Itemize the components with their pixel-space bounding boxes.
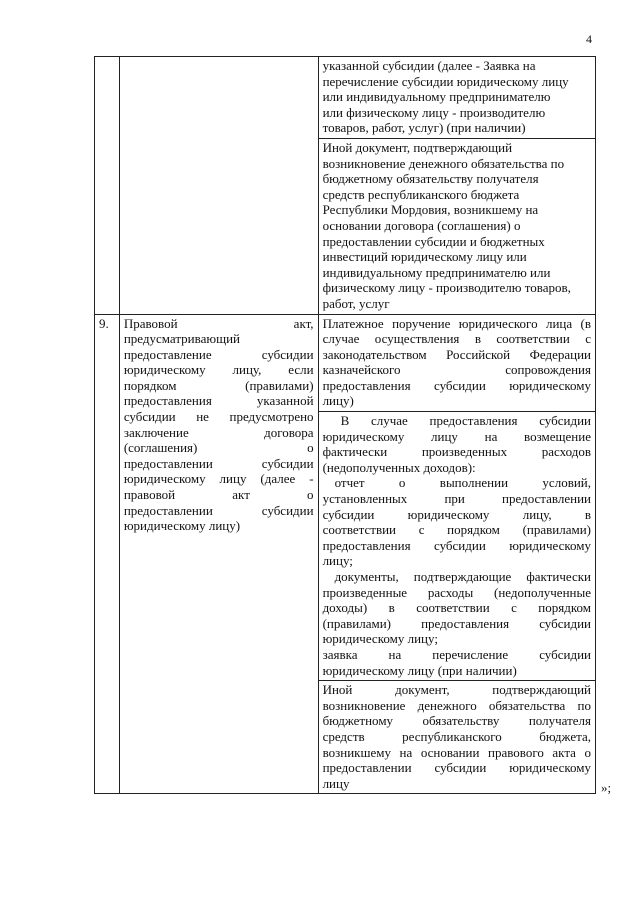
text-line: Иной документ, подтверждающий [322,682,591,698]
table-row-9 [95,314,596,412]
text-line: предоставление субсидии [123,346,314,362]
text-line: предоставления субсидии юридическому [322,537,591,553]
text-line: юридическому лицу, если [123,362,314,378]
text-line: индивидуальному предпринимателю или [322,264,551,280]
text-line: юридическому лицу) [123,518,241,534]
text-line: или физическому лицу - производителю [322,104,546,120]
text-line: лицу) [322,393,354,409]
text-line: правовой акт о [123,487,314,503]
text-line: Республики Мордовия, возникшему на [322,202,539,218]
doc-cell-request [318,57,595,139]
text-line: (недополученных доходов): [322,459,476,475]
text-line: средств республиканского бюджета, [322,728,591,744]
doc-cell-payment-order [318,314,595,412]
document-table [94,56,596,794]
text-line: предоставлении субсидии и бюджетных [322,233,545,249]
doc-cell-other-document [318,138,595,314]
text-line: товаров, работ, услуг) (при наличии) [322,120,526,136]
text-line: перечисление субсидии юридическому лицу [322,73,569,89]
text-line: случае осуществления в соответствии с [322,331,591,347]
text-line: (правилами) предоставления субсидии [322,615,591,631]
text-line: физическому лицу - производителю товаров, [322,280,571,296]
text-line: субсидии не предусмотрено [123,409,314,425]
text-line: фактически произведенных расходов [322,444,591,460]
text-line: юридическому лицу; [322,631,438,647]
text-line: В случае предоставления субсидии [340,413,591,429]
text-line: бюджетному обязательству получателя [322,713,591,729]
text-line: законодательством Российской Федерации [322,346,591,362]
number-cell-empty [95,57,120,315]
text-line: предоставлении субсидии юридическому [322,760,591,776]
text-line: соответствии с порядком (правилами) [322,522,591,538]
row-number-text: 9. [99,315,109,331]
doc-cell-reimbursement [318,412,595,681]
table-row-continued [95,57,596,139]
basis-cell-legal-act [119,314,318,794]
text-line: бюджетному обязательству получателя [322,171,539,187]
text-line: лицу; [322,553,353,569]
text-line: предусматривающий [123,331,241,347]
text-line: заключение договора [123,424,314,440]
text-line: Иной документ, подтверждающий [322,139,513,155]
text-line: инвестиций юридическому лицу или [322,249,527,265]
text-line: Правовой акт, [123,315,314,331]
text-line: лицу [322,775,350,791]
doc-cell-other-document-9 [318,681,595,794]
text-line: предоставления указанной [123,393,314,409]
text-line: юридическому лицу (далее - [123,471,314,487]
text-line: юридическому лицу (при наличии) [322,662,517,678]
basis-cell-empty [119,57,318,315]
text-line: заявка на перечисление субсидии [322,646,591,662]
text-line: доходы) в соответствии с порядком [322,600,591,616]
text-line: субсидии юридическому лицу, в [322,506,591,522]
text-line: казначейского сопровождения [322,362,591,378]
text-line: средств республиканского бюджета [322,186,520,202]
text-line: порядком (правилами) [123,377,314,393]
text-line: произведенные расходы (недополученные [322,584,591,600]
text-line: работ, услуг [322,295,390,311]
closing-quote-mark: »; [601,780,612,795]
text-line: возникшему на основании правового акта о [322,744,591,760]
page-number: 4 [586,32,592,46]
text-line: юридическому лицу на возмещение [322,428,591,444]
text-line: или индивидуальному предпринимателю [322,89,551,105]
text-line: установленных при предоставлении [322,491,591,507]
text-line: отчет о выполнении условий, [334,475,591,491]
text-line: возникновение денежного обязательства по [322,155,565,171]
text-line: основании договора (соглашения) о [322,217,521,233]
text-line: предоставлении субсидии [123,502,314,518]
text-line: Платежное поручение юридического лица (в [322,315,591,331]
row-number [95,314,120,794]
text-line: предоставлении субсидии [123,455,314,471]
text-line: указанной субсидии (далее - Заявка на [322,58,536,73]
text-line: возникновение денежного обязательства по [322,697,591,713]
text-line: предоставления субсидии юридическому [322,377,591,393]
text-line: (соглашения) о [123,440,314,456]
text-line: документы, подтверждающие фактически [334,569,591,584]
